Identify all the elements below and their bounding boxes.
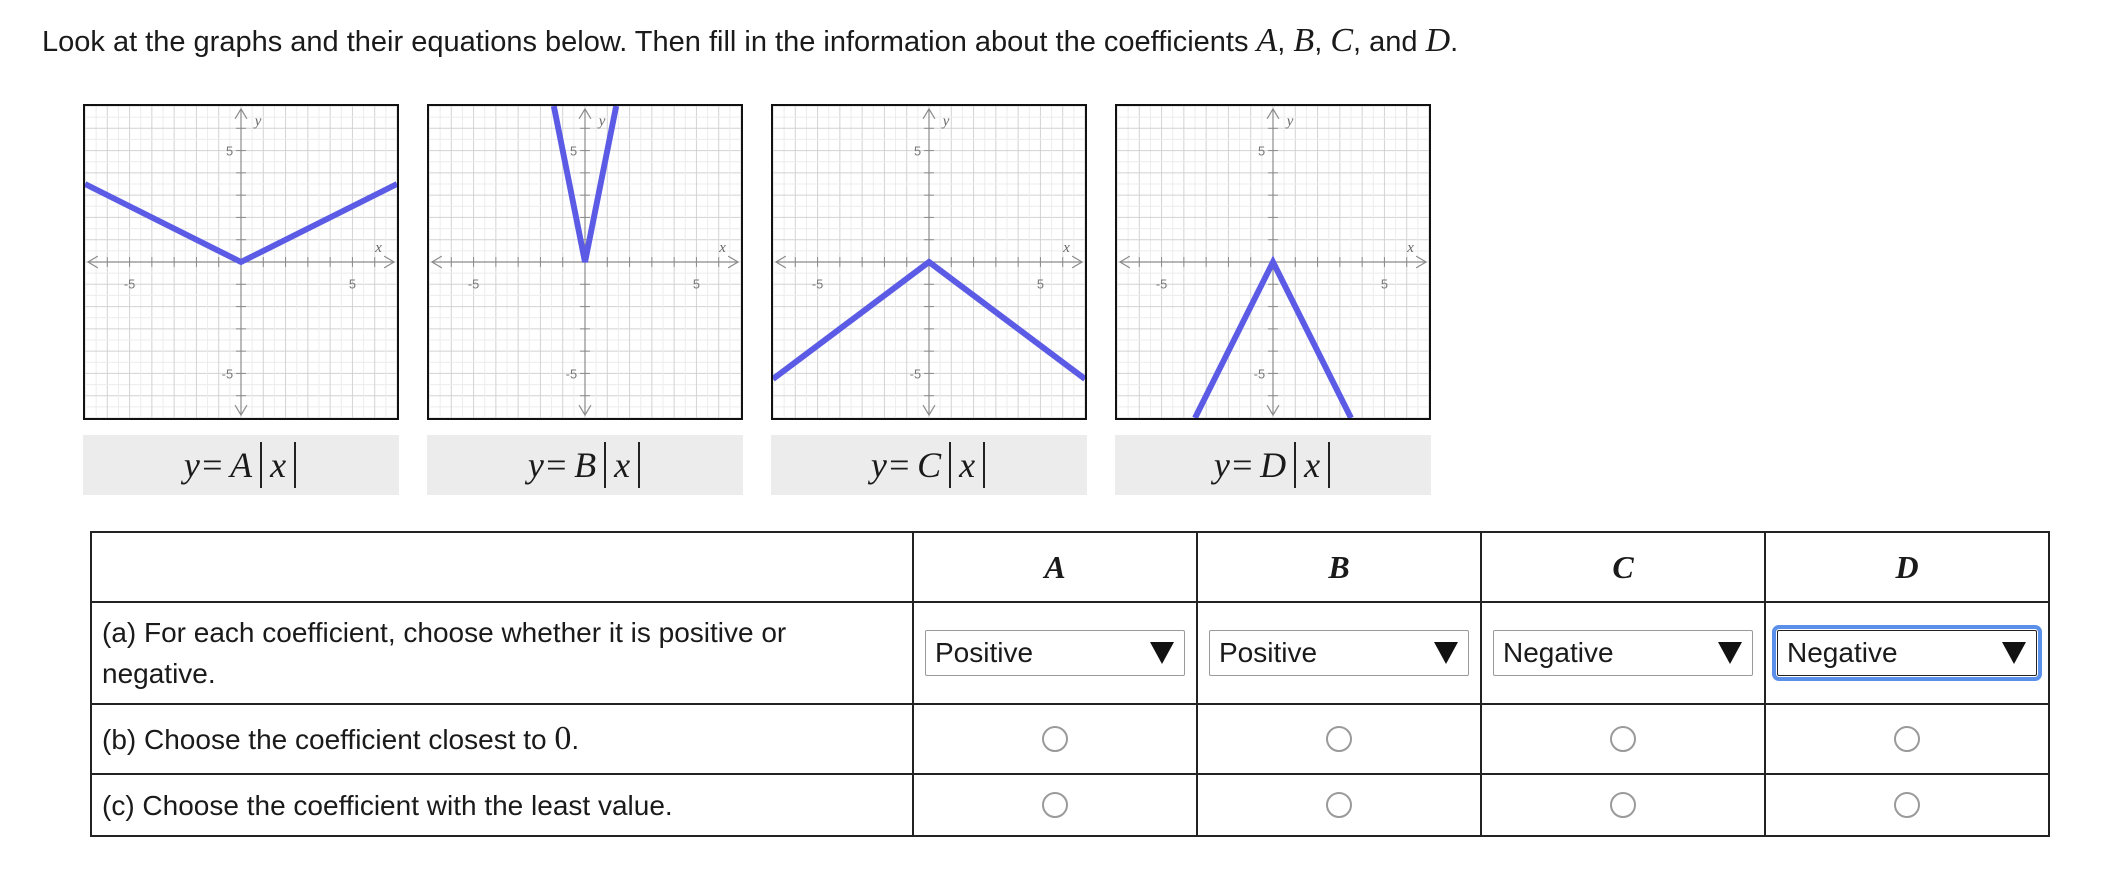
abs-bar-left: [949, 442, 951, 488]
sign-select-b[interactable]: [1209, 630, 1469, 676]
sel-cell-d: [1765, 602, 2049, 704]
x-axis-label: x: [1407, 240, 1414, 257]
equation-c-lhs: y=: [870, 445, 912, 485]
least-value-radio-d[interactable]: [1894, 792, 1920, 818]
x-axis-label: x: [375, 240, 382, 257]
equation-a-lhs: y=: [183, 445, 225, 485]
y-axis-label: y: [1286, 113, 1294, 130]
table-row-c: [91, 774, 2049, 836]
question-a: (a) For each coefficient, choose whether it is positive or negative.: [91, 602, 913, 704]
question-c: (c) Choose the coefficient with the least value.: [91, 774, 913, 836]
equation-a-arg: x: [270, 445, 287, 485]
dropdown-arrow-icon: [1150, 642, 1174, 664]
instructions-prefix: Look at the graphs and their equations below. Then fill in the information about the coefficients: [42, 26, 1257, 58]
sel-cell-c: [1481, 602, 1765, 704]
var-a: A: [1256, 22, 1278, 59]
header-b: B: [1197, 532, 1481, 602]
sign-select-b-value: Positive: [1219, 637, 1318, 668]
equation-c-box: [771, 435, 1087, 495]
y-tick-label-pos: 5: [1257, 143, 1266, 159]
sep3: , and: [1353, 26, 1426, 58]
radio-cell-c-c: [1481, 774, 1765, 836]
var-d: D: [1425, 22, 1451, 59]
closest-zero-radio-b[interactable]: [1326, 726, 1352, 752]
var-b: B: [1293, 22, 1315, 59]
sign-select-a-value: Positive: [935, 637, 1034, 668]
radio-cell-b-d: [1765, 704, 2049, 774]
header-empty: [91, 532, 913, 602]
y-axis-label: y: [942, 113, 950, 130]
x-axis-label: x: [1063, 240, 1070, 257]
question-b-prefix: (b) Choose the coefficient closest to: [102, 724, 555, 755]
header-a: A: [913, 532, 1197, 602]
graph-d-svg: [1117, 106, 1429, 418]
equation-b-lhs: y=: [527, 445, 569, 485]
equation-a-box: [83, 435, 399, 495]
equation-d-coef: D: [1260, 445, 1287, 485]
graph-b-svg: [429, 106, 741, 418]
equation-c-coef: C: [917, 445, 942, 485]
equation-d: [1214, 442, 1332, 488]
graph-c-svg: [773, 106, 1085, 418]
graph-d: [1115, 104, 1431, 420]
x-tick-label-neg: -5: [467, 276, 480, 292]
dropdown-arrow-icon: [1434, 642, 1458, 664]
abs-bar-left: [1294, 442, 1296, 488]
y-tick-label-pos: 5: [225, 143, 234, 159]
graph-c: [771, 104, 1087, 420]
graph-a-svg: [85, 106, 397, 418]
x-tick-label-pos: 5: [1036, 276, 1044, 292]
header-c: C: [1481, 532, 1765, 602]
x-tick-label-pos: 5: [348, 276, 356, 292]
equation-c-arg: x: [959, 445, 976, 485]
radio-cell-c-a: [913, 774, 1197, 836]
table-row-b: [91, 704, 2049, 774]
equation-a-coef: A: [230, 445, 253, 485]
equation-b-box: [427, 435, 743, 495]
closest-zero-radio-a[interactable]: [1042, 726, 1068, 752]
instructions-text: [42, 22, 1458, 60]
sign-select-a[interactable]: [925, 630, 1185, 676]
var-c: C: [1330, 22, 1354, 59]
equation-d-lhs: y=: [1213, 445, 1255, 485]
sign-select-c-value: Negative: [1503, 637, 1614, 668]
radio-cell-b-a: [913, 704, 1197, 774]
y-tick-label-neg: -5: [909, 366, 922, 382]
sel-cell-a: [913, 602, 1197, 704]
equation-d-box: [1115, 435, 1431, 495]
x-tick-label-neg: -5: [811, 276, 824, 292]
equation-a: [184, 442, 298, 488]
graph-a: [83, 104, 399, 420]
equation-b: [528, 442, 642, 488]
table-row-a: [91, 602, 2049, 704]
x-tick-label-pos: 5: [1380, 276, 1388, 292]
abs-bar-left: [604, 442, 606, 488]
sign-select-d-value: Negative: [1787, 637, 1898, 668]
sign-select-c[interactable]: [1493, 630, 1753, 676]
y-axis-label: y: [254, 113, 262, 130]
instructions-suffix: .: [1450, 26, 1459, 58]
equation-b-coef: B: [574, 445, 597, 485]
radio-cell-c-d: [1765, 774, 2049, 836]
equation-d-arg: x: [1304, 445, 1321, 485]
question-b: [91, 704, 913, 774]
question-b-number: 0: [554, 720, 572, 757]
abs-bar-right: [294, 442, 296, 488]
header-d: D: [1765, 532, 2049, 602]
closest-zero-radio-c[interactable]: [1610, 726, 1636, 752]
abs-bar-right: [983, 442, 985, 488]
x-tick-label-pos: 5: [692, 276, 700, 292]
sign-select-d[interactable]: [1777, 630, 2037, 676]
x-tick-label-neg: -5: [1155, 276, 1168, 292]
sep1: ,: [1277, 26, 1294, 58]
y-tick-label-pos: 5: [569, 143, 578, 159]
least-value-radio-c[interactable]: [1610, 792, 1636, 818]
answer-table: [90, 531, 2050, 837]
dropdown-arrow-icon: [2002, 642, 2026, 664]
y-tick-label-neg: -5: [565, 366, 578, 382]
x-axis-label: x: [719, 240, 726, 257]
equation-c: [871, 442, 987, 488]
sep2: ,: [1314, 26, 1331, 58]
table-header-row: [91, 532, 2049, 602]
y-tick-label-neg: -5: [221, 366, 234, 382]
least-value-radio-b[interactable]: [1326, 792, 1352, 818]
y-tick-label-neg: -5: [1253, 366, 1266, 382]
closest-zero-radio-d[interactable]: [1894, 726, 1920, 752]
question-b-suffix: .: [571, 724, 580, 755]
graph-b: [427, 104, 743, 420]
radio-cell-b-b: [1197, 704, 1481, 774]
x-tick-label-neg: -5: [123, 276, 136, 292]
abs-bar-left: [260, 442, 262, 488]
y-tick-label-pos: 5: [913, 143, 922, 159]
abs-bar-right: [638, 442, 640, 488]
y-axis-label: y: [598, 113, 606, 130]
abs-bar-right: [1328, 442, 1330, 488]
sel-cell-b: [1197, 602, 1481, 704]
dropdown-arrow-icon: [1718, 642, 1742, 664]
equation-b-arg: x: [614, 445, 631, 485]
radio-cell-b-c: [1481, 704, 1765, 774]
least-value-radio-a[interactable]: [1042, 792, 1068, 818]
radio-cell-c-b: [1197, 774, 1481, 836]
